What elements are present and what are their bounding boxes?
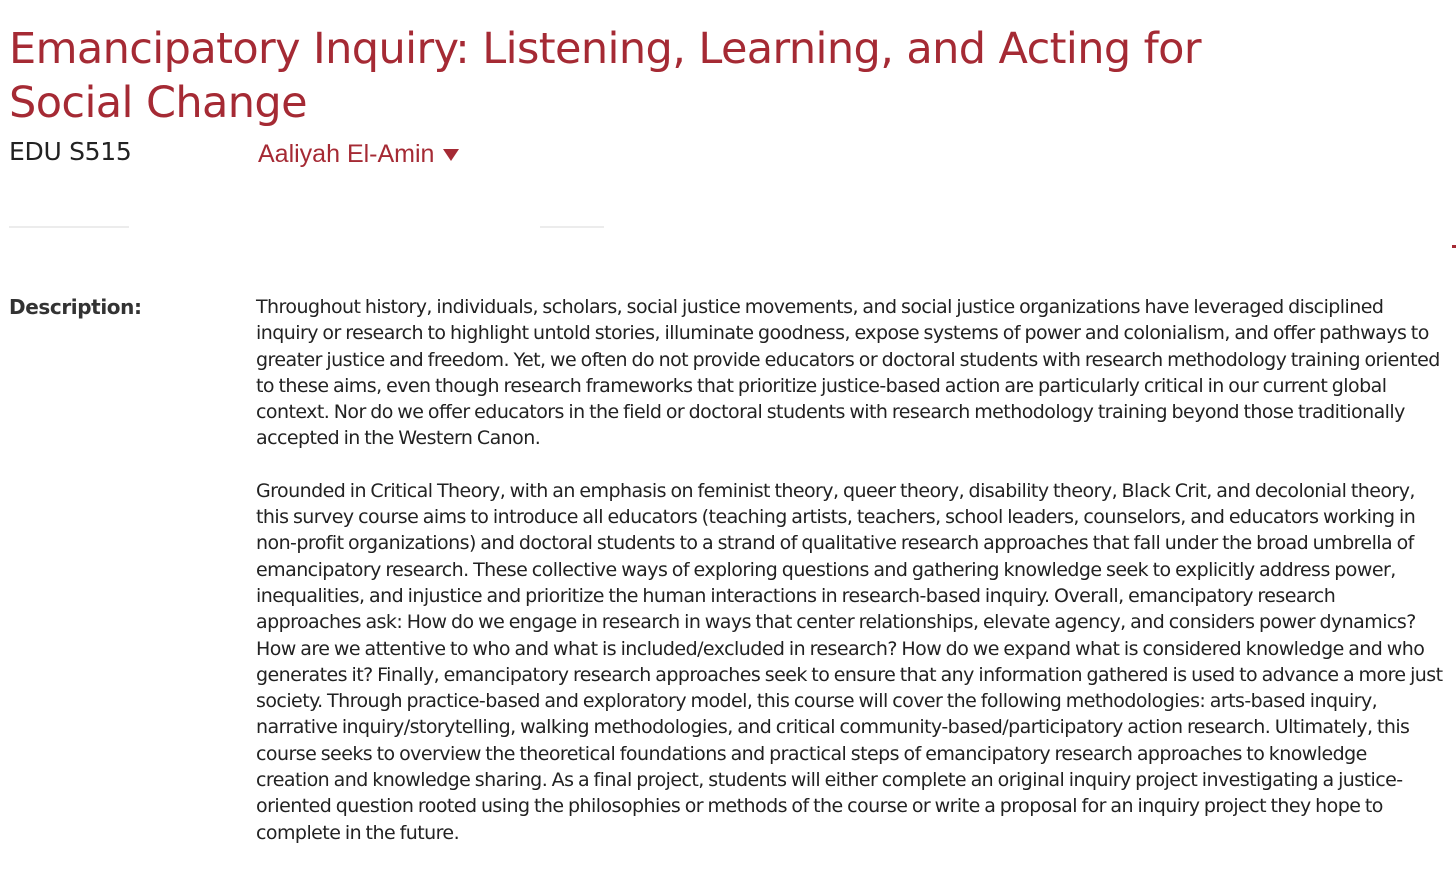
edge-accent-mark <box>1452 245 1456 248</box>
description-paragraph-2: Grounded in Critical Theory, with an emphasis on feminist theory, queer theory, disability theory, Black Crit, and decolonial theory, this survey course aims to introduce all educators (teaching artists, teachers, school leaders, counselors, and educators working in non-profit organizations) and doctoral students to a strand of qualitative research approaches that fall under the broad umbrella of emancipatory research. These collective ways of exploring questions and gathering knowledge seek to explicitly address power, inequalities, and injustice and prioritize the human interactions in research-based inquiry. Overall, emancipatory research approaches ask: How do we engage in research in ways that center relationships, elevate agency, and considers power dynamics? How are we attentive to who and what is included/excluded in research? How do we expand what is considered knowledge and who generates it? Finally, emancipatory research approaches seek to ensure that any information gathered is used to advance a more just society. Through practice-based and exploratory model, this course will cover the following methodologies: arts-based inquiry, narrative inquiry/storytelling, walking methodologies, and critical community-based/participatory action research. Ultimately, this course seeks to overview the theoretical foundations and practical steps of emancipatory research approaches to knowledge creation and knowledge sharing. As a final project, students will either complete an original inquiry project investigating a justice-oriented question rooted using the philosophies or methods of the course or write a proposal for an inquiry project they hope to complete in the future. <box>256 479 1443 844</box>
description-paragraph-1: Throughout history, individuals, scholars, social justice movements, and social justice organizations have leveraged disciplined inquiry or research to highlight untold stories, illuminate goodness, expose systems of power and colonialism, and offer pathways to greater justice and freedom. Yet, we often do not provide educators or doctoral students with research methodology training oriented to these aims, even though research frameworks that prioritize justice-based action are particularly critical in our current global context. Nor do we offer educators in the field or doctoral students with research methodology training beyond those traditionally accepted in the Western Canon. <box>256 296 1440 450</box>
course-code: EDU S515 <box>9 137 132 166</box>
course-title: Emancipatory Inquiry: Listening, Learning, and Acting for Social Change <box>9 24 1201 128</box>
divider-mid <box>540 226 604 228</box>
instructor-name[interactable]: Aaliyah El-Amin <box>258 140 435 168</box>
description-body <box>256 294 1444 846</box>
caret-down-icon[interactable] <box>443 149 459 161</box>
divider-left <box>9 226 129 228</box>
instructor-dropdown[interactable] <box>258 138 459 170</box>
description-label: Description: <box>9 295 142 319</box>
